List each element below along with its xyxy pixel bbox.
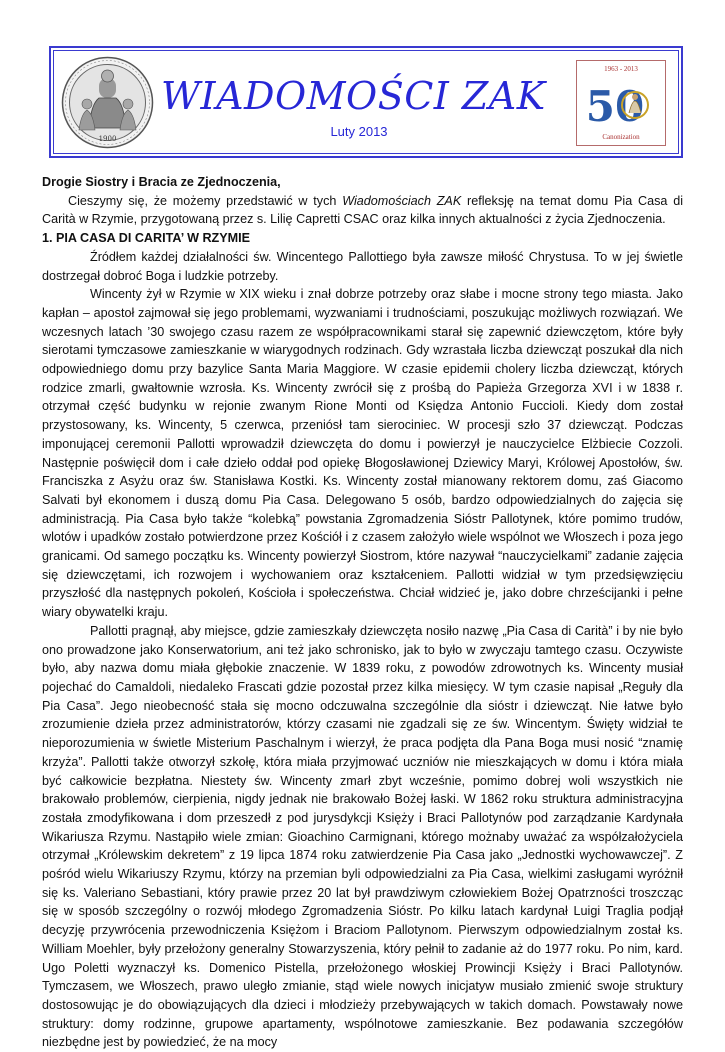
intro-publication-name: Wiadomościach ZAK — [342, 193, 462, 208]
greeting: Drogie Siostry i Bracia ze Zjednoczenia, — [42, 175, 281, 189]
section-heading: 1. PIA CASA DI CARITA’ W RZYMIE — [42, 231, 251, 246]
saint-seal-emblem — [61, 56, 154, 149]
article-body — [42, 173, 683, 1052]
newsletter-header — [49, 46, 683, 158]
paragraph-3: Pallotti pragnął, aby miejsce, gdzie zamieszkały dziewczęta nosiło nazwę „Pia Casa di Carità” i by nie było ono prowadzone jako Konserwatorium, ani też jako schronisko, jak to było w zwyczaju tamtego czasu. Oczywiste było, aby nazwa domu miała głębokie znaczenie. W 1839 roku, z powodów zdrowotnych ks. Wincenty musiał pojechać do Camaldoli, niedaleko Frascati gdzie pozostał przez kilka miesięcy. W tym czasie napisał „Reguły dla Pia Casa”. Jego nieobecność stała się mocno odczuwalna szczególnie dla sióstr i dziewcząt. Nie łatwe było zrozumienie dzieła przez administratorów, którzy czasami nie zgadzali się ze św. Wincentym. Święty widział te nieporozumienia w świetle Misterium Paschalnym i wierzył, że praca podjęta dla Pana Boga musi nosić “znamię krzyża”. Pallotti także otworzył szkołę, która miała przyjmować uczniów nie mieszkających w domu i która miała być całkowicie bezpłatna. Niestety św. Wincenty zmarł zbyt wcześnie, pomimo dobrej woli wszystkich nie brakowało problemów, cierpienia, nigdy jednak nie brakowało Bożej łaski. W 1862 roku struktura administracyjna została zmodyfikowana i dom przeszedł z pod jurysdykcji Księży i Braci Pallotynów pod zarządzanie Kardynała Wikariusza Rzymu. Nastąpiło wiele zmian: Gioachino Carmignani, którego możnaby uważać za współzałożyciela otrzymał „Królewskim dekretem” z 19 lipca 1874 roku zatwierdzenie Pia Casa jako „Jednostki wychowawczej”. Z pośród wielu Wikariuszy Rzymu, którzy na przemian byli odpowiedzialni za Pia Casa, wielkimi zasługami wyróżnił się ks. Valeriano Sebastiani, który prawie przez 20 lat był prawdziwym człowiekiem Bożej Opatrzności troszcząc się w sposób szczególny o rozwój młodego Zgromadzenia Sióstr. Po kilku latach kardynał Luigi Traglia podjął decyzję przywrócenia przewodniczenia Księżom i Braciom Pallotynom. Pierwszym odpowiedzialnym został ks. William Moehler, były przełożony generalny Stowarzyszenia, który pełnił to zadanie aż do 1977 roku. Po nim, kard. Ugo Poletti wyznaczył ks. Domenico Pistella, przełożonego włoskiej Prowincji Księży i Braci Pallotynów. Tymczasem, we Włoszech, prawo uległo zmianie, stąd wiele nowych inicjatyw musiało zmienić swoje struktury dostosowując je do obowiązujących dla dzieci i młodzieży przebywających w takich domach. Powstawały nowe struktury: domy rodzinne, grupowe apartamenty, wspólnotowe zamieszkanie. Bez podawania szczegółów niezbędne jest by powiedzieć, że na mocy — [42, 623, 683, 1050]
anniversary-years: 1963 - 2013 — [604, 65, 638, 73]
intro-text-a: Cieszymy się, że możemy przedstawić w tych — [68, 193, 343, 208]
anniversary-label: Canonization — [602, 133, 640, 141]
intro-paragraph — [42, 192, 683, 229]
newsletter-title: WIADOMOŚCI ZAK — [161, 74, 546, 118]
seal-year: 1900 — [98, 135, 117, 143]
paragraph-1: Źródłem każdej działalności św. Wincentego Pallottiego była zawsze miłość Chrystusa. To w jej świetle dostrzegał dobroć Boga i ludzkie potrzeby. — [42, 249, 683, 283]
intro-text-b: refleksję na temat domu Pia Casa di Carità w Rzymie, przygotowaną przez s. Lilię Capretti CSAC oraz kilka innych aktualności z życia Zjednoczenia. — [42, 193, 683, 227]
paragraph-2: Wincenty żył w Rzymie w XIX wieku i znał dobrze potrzeby oraz słabe i mocne strony tego miasta. Jako kapłan – apostoł zajmował się jego problemami, wyzwaniami i trudnościami, poszukując możliwych rozwiązań. We wczesnych latach ’30 swojego czasu razem ze współpracownikami starał się zapewnić dziewczętom, które były sierotami tymczasowe zamieszkanie w wiarygodnych rodzinach. Gdy wzrastała liczba dziewcząt poszukał dla nich odpowiedniego domu przy bazylice Santa Maria Maggiore. W czasie epidemii cholery liczba dziewcząt, których rodzice zmarli, gwałtownie wzrosła. Ks. Wincenty zwrócił się z prośbą do Papieża Grzegorza XVI i w 1838 r. otrzymał część budynku w rejonie zwanym Rione Monti od Księdza Antonio Fuccioli. Kiedy dom został przystosowany, ks. Wincenty, 5 czerwca, przeniósł tam sierociniec. W procesji szło 37 dziewcząt. Podczas imponującej ceremonii Pallotti wprowadził dziewczęta do domu i powierzył je nauczycielce Elżbiecie Cozzoli. Następnie poświęcił dom i całe dzieło oddał pod opiekę Błogosławionej Dziewicy Maryi, Królowej Apostołów, św. Franciszka z Asyżu oraz św. Stanisława Kostki. Ks. Wincenty został mianowany rektorem domu, zaś Giacomo Salvati był ekonomem i duszą domu Pia Casa. Delegowano 5 osób, bardzo odpowiedzialnych do zajęcia się administracją. Pia Casa było także “kolebką” powstania Zgromadzenia Sióstr Pallotynek, które pomimo trudów, wlotów i upadków zostało potwierdzone przez Kościół i z czasem założyło wiele wspólnot we Włoszech i poza jego granicami. Od samego początku ks. Wincenty powierzył Siostrom, które nazywał “nauczycielkami” zadanie zajęcia się dziewczętami, ich rozwojem i wychowaniem oraz kształceniem. Pallotti widział w tym przedsięwzięciu przyszłość dla następnych pokoleń, Kościoła i społeczeństwa. Chciał widzieć je, jako dobre chrześcijanki i pełne wiary obywatelki kraju. — [42, 287, 683, 620]
canonization-anniversary-logo — [576, 60, 666, 146]
anniversary-50-emblem — [577, 75, 665, 135]
issue-date: Luty 2013 — [330, 124, 388, 139]
anniversary-number: 50 — [585, 82, 645, 131]
